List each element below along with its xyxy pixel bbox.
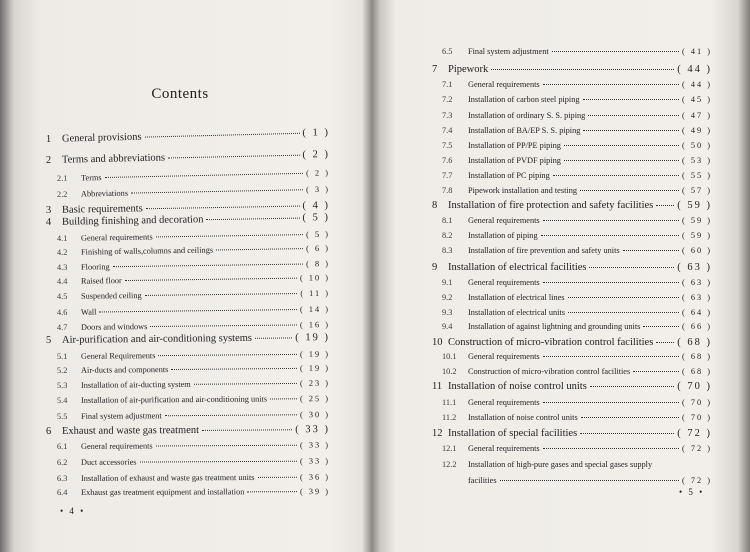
- page-reference: ( 60 ): [682, 246, 712, 255]
- page-reference: ( 1 ): [302, 127, 331, 139]
- section-number: 6.1: [56, 441, 68, 451]
- leader-dots: [156, 234, 304, 237]
- section-number: 5: [45, 334, 52, 346]
- section-title: Installation of noise control units: [448, 381, 587, 392]
- page-reference: ( 70 ): [682, 398, 712, 407]
- leader-dots: [216, 248, 303, 250]
- page-number: • 5 •: [679, 487, 705, 497]
- leader-dots: [541, 235, 679, 236]
- section-number: 9.4: [442, 322, 453, 331]
- leader-dots: [656, 342, 674, 343]
- toc-entry: [46, 424, 330, 437]
- section-title: General requirements: [468, 80, 540, 89]
- section-number: 6.2: [56, 457, 68, 467]
- page-reference: ( 25 ): [299, 394, 331, 404]
- section-title: Installation of PVDF piping: [468, 156, 561, 165]
- page-reference: ( 63 ): [682, 278, 712, 287]
- section-number: 7.8: [442, 186, 453, 195]
- toc-entry: [442, 367, 712, 376]
- toc-entry: [46, 332, 330, 346]
- page-reference: ( 6 ): [306, 243, 331, 254]
- toc-entry: [442, 231, 712, 240]
- section-number: 7.6: [442, 156, 453, 165]
- toc-entry: [442, 111, 712, 120]
- toc-entry: [442, 246, 712, 255]
- leader-dots: [589, 267, 674, 268]
- toc-entry: [442, 444, 712, 453]
- section-number: 4.1: [56, 233, 68, 243]
- leader-dots: [543, 84, 679, 85]
- section-number: 7.4: [442, 126, 453, 135]
- section-number: 3: [45, 204, 52, 216]
- toc-entry: [57, 394, 330, 405]
- section-title: Doors and windows: [80, 322, 148, 332]
- section-title: Building finishing and decoration: [61, 214, 204, 228]
- toc-entry: [57, 168, 330, 183]
- page-reference: ( 72 ): [682, 476, 712, 485]
- section-title: Installation of against lightning and grounding units: [468, 322, 641, 331]
- toc-entry: [57, 473, 330, 483]
- section-number: 7.1: [442, 80, 453, 89]
- page-reference: ( 5 ): [306, 229, 331, 240]
- section-title: Exhaust and waste gas treatment: [61, 424, 200, 437]
- page-reference: ( 57 ): [682, 186, 712, 195]
- leader-dots: [194, 383, 297, 385]
- section-number: 8.1: [442, 216, 453, 225]
- section-number: 7.5: [442, 141, 453, 150]
- section-title: Construction of micro-vibration control facilities: [448, 337, 654, 348]
- toc-entry: [442, 308, 712, 317]
- section-number: 8.3: [442, 246, 453, 255]
- section-title: Terms: [80, 173, 102, 183]
- toc-entry: [442, 398, 712, 407]
- page-reference: ( 11 ): [300, 288, 331, 299]
- toc-entry: [442, 171, 712, 180]
- toc-entry: [57, 289, 330, 301]
- section-title: Installation of noise control units: [468, 413, 578, 422]
- section-title: Suspended ceiling: [80, 290, 142, 301]
- section-number: 2.2: [56, 189, 68, 199]
- toc-entry: [57, 364, 330, 375]
- section-number: 5.4: [56, 395, 68, 405]
- toc-entry: [442, 278, 712, 287]
- section-title: Installation of electrical facilities: [448, 262, 587, 273]
- section-title: Installation of BA/EP S. S. piping: [468, 126, 581, 135]
- toc-entry: [442, 141, 712, 150]
- page-reference: ( 72 ): [682, 444, 712, 453]
- page-reference: ( 63 ): [682, 293, 712, 302]
- leader-dots: [165, 414, 297, 416]
- section-title: Air-ducts and components: [80, 365, 169, 375]
- section-number: 9: [432, 262, 438, 273]
- page-reference: ( 33 ): [299, 440, 331, 450]
- page-reference: ( 47 ): [682, 111, 712, 120]
- page-reference: ( 19 ): [295, 332, 331, 344]
- leader-dots: [255, 337, 292, 338]
- section-title: Abbreviations: [80, 188, 129, 199]
- section-title: Installation of carbon steel piping: [468, 95, 580, 104]
- section-number: 10: [432, 337, 443, 348]
- leader-dots: [564, 160, 679, 161]
- page-reference: ( 59 ): [677, 200, 712, 211]
- page-reference: ( 33 ): [299, 456, 331, 466]
- leader-dots: [500, 480, 679, 481]
- toc-entry: [46, 149, 330, 166]
- page-number: • 4 •: [60, 506, 86, 516]
- toc-entry: [46, 127, 330, 145]
- section-number: 11.2: [442, 413, 457, 422]
- section-title: Installation of fire prevention and safety units: [468, 246, 620, 255]
- section-title: Wall: [80, 307, 97, 317]
- page-reference: ( 44 ): [682, 80, 712, 89]
- leader-dots: [150, 324, 297, 327]
- page-reference: ( 68 ): [677, 337, 712, 348]
- section-title: Terms and abbreviations: [61, 152, 166, 166]
- section-number: 5.2: [56, 365, 68, 375]
- page-reference: ( 2 ): [306, 168, 331, 178]
- toc-entry: [57, 441, 330, 451]
- page-reference: ( 36 ): [299, 472, 331, 482]
- page-reference: ( 19 ): [299, 363, 331, 373]
- page-reference: ( 23 ): [299, 378, 331, 388]
- page-reference: ( 8 ): [306, 259, 331, 269]
- leader-dots: [568, 297, 679, 298]
- toc-entry: [57, 185, 330, 199]
- section-number: 12.2: [442, 460, 457, 469]
- leader-dots: [564, 145, 679, 146]
- toc-entry: [442, 352, 712, 361]
- toc-entry: [57, 410, 330, 421]
- leader-dots: [247, 491, 297, 492]
- section-number: 10.1: [442, 352, 457, 361]
- section-title: Flooring: [80, 262, 110, 272]
- toc-entry: [442, 216, 712, 225]
- section-number: 7: [432, 64, 438, 75]
- section-title: Installation of PC piping: [468, 171, 550, 180]
- page-reference: ( 44 ): [677, 64, 712, 75]
- leader-dots: [580, 433, 674, 434]
- toc-entry: [442, 47, 712, 56]
- section-number: 12.1: [442, 444, 457, 453]
- page-reference: ( 63 ): [677, 262, 712, 273]
- section-number: 4.6: [56, 307, 68, 317]
- section-title: General requirements: [468, 398, 540, 407]
- section-number: 5.1: [56, 351, 68, 361]
- section-title: Installation of PP/PE piping: [468, 141, 561, 150]
- page-reference: ( 50 ): [682, 141, 712, 150]
- section-title: General requirements: [468, 352, 540, 361]
- section-number: 2: [45, 154, 52, 166]
- page-title: Contents: [151, 86, 209, 102]
- page-reference: ( 45 ): [682, 95, 712, 104]
- leader-dots: [105, 173, 304, 178]
- toc-entry: [432, 262, 712, 273]
- section-title: Final system adjustment: [468, 47, 549, 56]
- toc-entry: [57, 487, 330, 497]
- page-reference: ( 68 ): [682, 352, 712, 361]
- section-title: Exhaust gas treatment equipment and installation: [80, 487, 245, 497]
- toc-entry: [432, 381, 712, 392]
- section-title: Installation of air-ducting system: [80, 379, 191, 390]
- toc-entry: [442, 413, 712, 422]
- toc-entry: [442, 322, 712, 331]
- toc-entry: [442, 293, 712, 302]
- section-number: 4: [45, 216, 52, 228]
- leader-dots: [543, 356, 679, 357]
- section-title: Installation of fire protection and safety facilities: [448, 200, 654, 211]
- section-title: Installation of electrical units: [468, 308, 565, 317]
- section-number: 6: [45, 425, 52, 437]
- toc-entry: [57, 273, 330, 286]
- section-number: 7.3: [442, 111, 453, 120]
- page-reference: ( 70 ): [682, 413, 712, 422]
- page-reference: ( 49 ): [682, 126, 712, 135]
- leader-dots: [168, 155, 299, 159]
- leader-dots: [125, 278, 297, 281]
- page-reference: ( 14 ): [299, 304, 331, 315]
- page-reference: ( 64 ): [682, 308, 712, 317]
- leader-dots: [580, 190, 679, 191]
- toc-entry-continuation: [468, 476, 712, 485]
- section-number: 6.3: [56, 473, 68, 483]
- section-title: Installation of air-purification and air-conditioning units: [80, 394, 268, 405]
- page-reference: ( 66 ): [682, 322, 712, 331]
- toc-entry: [57, 457, 330, 467]
- section-number: 8: [432, 200, 438, 211]
- section-number: 4.5: [56, 291, 68, 301]
- section-title: Installation of piping: [468, 231, 538, 240]
- toc-entry: [57, 379, 330, 390]
- section-title: Installation of electrical lines: [468, 293, 565, 302]
- section-number: 5.5: [56, 411, 68, 421]
- leader-dots: [257, 477, 297, 478]
- section-title: Raised floor: [80, 276, 122, 286]
- toc-entry: [442, 126, 712, 135]
- section-title: General requirements: [80, 441, 153, 451]
- section-title: Pipework installation and testing: [468, 186, 577, 195]
- toc-entry: [432, 428, 712, 439]
- leader-dots: [633, 371, 679, 372]
- page-reference: ( 16 ): [299, 320, 331, 330]
- toc-entry: [57, 320, 330, 332]
- leader-dots: [590, 386, 674, 387]
- leader-dots: [588, 115, 679, 116]
- section-title: General Requirements: [80, 351, 156, 361]
- leader-dots: [623, 250, 679, 251]
- leader-dots: [543, 282, 679, 283]
- section-number: 4.4: [56, 276, 68, 286]
- leader-dots: [583, 99, 679, 100]
- leader-dots: [491, 69, 674, 70]
- section-title: Installation of high-pure gases and special gases supply: [468, 460, 653, 469]
- page-reference: ( 53 ): [682, 156, 712, 165]
- leader-dots: [553, 175, 679, 176]
- leader-dots: [99, 309, 297, 312]
- toc-entry: [432, 337, 712, 348]
- toc-entry: [432, 200, 712, 211]
- section-number: 4.2: [56, 247, 68, 257]
- leader-dots: [206, 218, 299, 221]
- section-title: Pipework: [448, 64, 489, 75]
- leader-dots: [202, 429, 292, 431]
- toc-entry: [442, 156, 712, 165]
- section-number: 11: [432, 381, 443, 392]
- toc-entry: [57, 230, 330, 243]
- toc-entry: [432, 64, 712, 75]
- section-title: Air-purification and air-conditioning systems: [61, 332, 253, 346]
- leader-dots: [568, 312, 679, 313]
- leader-dots: [140, 461, 297, 463]
- leader-dots: [146, 206, 300, 210]
- leader-dots: [156, 445, 297, 447]
- toc-entry: [57, 244, 330, 257]
- leader-dots: [171, 368, 297, 370]
- leader-dots: [131, 189, 303, 193]
- section-title: General requirements: [80, 232, 153, 243]
- section-number: 9.1: [442, 278, 453, 287]
- page-reference: ( 55 ): [682, 171, 712, 180]
- section-title: Finishing of walls,columns and ceilings: [80, 245, 214, 257]
- page-reference: ( 30 ): [299, 410, 331, 420]
- section-number: 9.2: [442, 293, 453, 302]
- section-number: 8.2: [442, 231, 453, 240]
- section-title: Installation of ordinary S. S. piping: [468, 111, 586, 120]
- page-reference: ( 72 ): [677, 428, 712, 439]
- section-title: Basic requirements: [61, 203, 143, 216]
- page-reference: ( 70 ): [677, 381, 712, 392]
- section-number: 7.2: [442, 95, 453, 104]
- section-number: 7.7: [442, 171, 453, 180]
- page-reference: ( 41 ): [682, 47, 712, 56]
- leader-dots: [543, 448, 679, 449]
- page-reference: ( 10 ): [299, 273, 331, 283]
- page-reference: ( 4 ): [302, 200, 331, 212]
- section-number: 6.5: [442, 47, 453, 56]
- leader-dots: [583, 130, 679, 131]
- leader-dots: [145, 133, 300, 138]
- section-title: Construction of micro-vibration control facilities: [468, 367, 631, 376]
- leader-dots: [552, 51, 679, 52]
- section-number: 12: [432, 428, 443, 439]
- leader-dots: [145, 293, 298, 296]
- section-title: Installation of special facilities: [448, 428, 578, 439]
- leader-dots: [543, 220, 679, 221]
- toc-entry: [442, 460, 712, 469]
- leader-dots: [543, 402, 679, 403]
- page-reference: ( 2 ): [302, 149, 331, 161]
- section-title: Duct accessories: [80, 457, 137, 467]
- section-title: General requirements: [468, 216, 540, 225]
- section-title: Final system adjustment: [80, 411, 162, 421]
- section-number: 5.3: [56, 380, 68, 390]
- toc-entry: [57, 259, 330, 272]
- toc-entry: [57, 350, 330, 361]
- leader-dots: [656, 205, 674, 206]
- page-reference: ( 68 ): [682, 367, 712, 376]
- toc-entry: [57, 305, 330, 317]
- section-title: General requirements: [468, 278, 540, 287]
- section-title-continued: facilities: [468, 476, 497, 485]
- leader-dots: [113, 264, 304, 268]
- page-reference: ( 5 ): [302, 212, 331, 224]
- toc-entry: [442, 186, 712, 195]
- toc-entry: [442, 95, 712, 104]
- page-reference: ( 3 ): [306, 184, 331, 195]
- page-reference: ( 59 ): [682, 216, 712, 225]
- section-number: 1: [45, 133, 52, 145]
- page-reference: ( 19 ): [299, 349, 331, 359]
- leader-dots: [270, 398, 297, 399]
- section-number: 10.2: [442, 367, 457, 376]
- section-title: Installation of exhaust and waste gas treatment units: [80, 472, 255, 483]
- page-reference: ( 39 ): [299, 487, 331, 497]
- toc-entry: [442, 80, 712, 89]
- leader-dots: [643, 326, 679, 327]
- section-number: 4.7: [56, 322, 68, 332]
- section-number: 11.1: [442, 398, 457, 407]
- leader-dots: [581, 417, 679, 418]
- section-title: General provisions: [61, 131, 142, 145]
- section-number: 6.4: [56, 487, 68, 497]
- section-number: 4.3: [56, 262, 68, 272]
- section-title: General requirements: [468, 444, 540, 453]
- page-reference: ( 59 ): [682, 231, 712, 240]
- section-number: 2.1: [56, 173, 68, 183]
- page-reference: ( 33 ): [295, 424, 331, 436]
- leader-dots: [158, 354, 297, 356]
- section-number: 9.3: [442, 308, 453, 317]
